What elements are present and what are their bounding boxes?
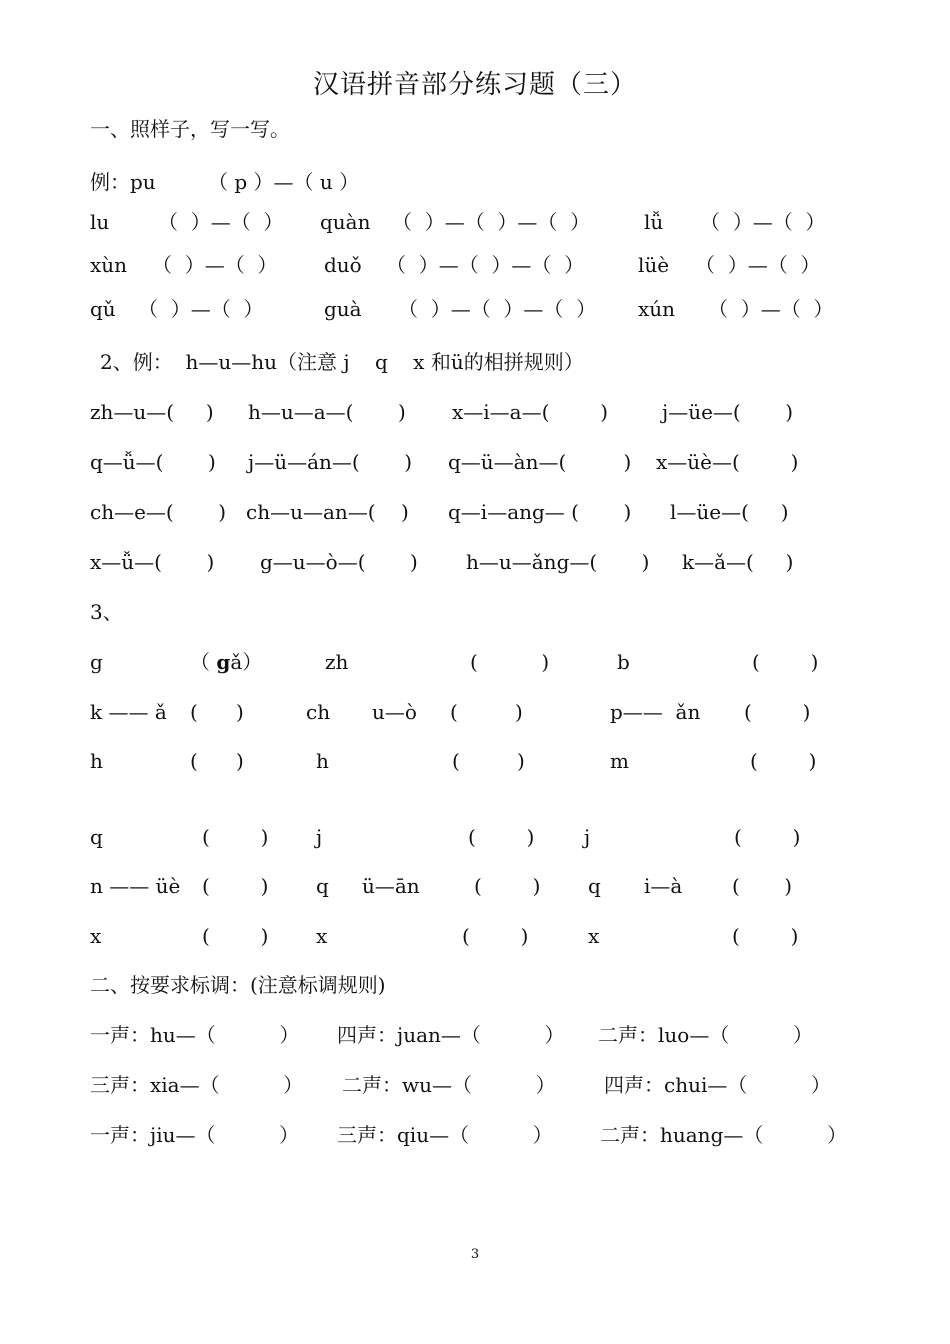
exercise-word: xùn [90,253,128,277]
spell-item[interactable]: j—ü—án—( ) [248,450,412,474]
combine-cell: zh [325,650,349,674]
combine-cell: u—ò [372,700,417,724]
combine-answer[interactable]: ( ) [202,924,269,948]
combine-answer[interactable]: ( ) [744,700,811,724]
exercise-blank[interactable]: （ ）—（ ）—（ ） [398,297,597,321]
spell-item[interactable]: h—u—ǎng—( ) [466,550,650,574]
exercise-word: qǔ [90,297,116,321]
combine-cell: h [316,749,329,773]
spell-item[interactable]: x—i—a—( ) [452,400,609,424]
spell-item[interactable]: ch—u—an—( ) [246,500,409,524]
combine-row-5 [0,871,950,901]
tone-row-2 [0,1070,950,1100]
exercise-word: lu [90,210,110,234]
combine-cell: i—à [644,874,683,898]
example-rest: ǎ） [230,650,263,674]
section1-heading: 一、照样子，写一写。 [90,117,290,141]
combine-row-6 [0,921,950,951]
exercise-word: xún [638,297,676,321]
exercise-blank[interactable]: （ ）—（ ） [695,253,821,277]
combine-cell: k —— ǎ [90,700,167,724]
combine-row-1 [0,647,950,677]
exercise-word: quàn [320,210,371,234]
spell-item[interactable]: ch—e—( ) [90,500,227,524]
spell-item[interactable]: l—üe—( ) [670,500,789,524]
combine-cell: q [588,874,601,898]
combine-cell: n —— üè [90,874,181,898]
combine-cell: q [90,825,103,849]
combine-cell: m [610,749,629,773]
section4-heading: 二、按要求标调：(注意标调规则) [90,973,386,997]
combine-answer[interactable]: ( ) [732,874,793,898]
combine-cell: x [588,924,600,948]
exercise-row-2 [0,250,950,280]
page-title: 汉语拼音部分练习题（三） [312,70,637,100]
combine-answer[interactable]: ( ) [190,700,244,724]
example-label: 例：pu [90,170,156,194]
combine-answer[interactable]: ( ) [750,749,817,773]
example-row [0,167,950,197]
spell-row-1 [0,397,950,427]
tone-item[interactable]: 二声：huang—（ ） [600,1123,847,1147]
example-open-paren: （ [190,650,217,674]
exercise-blank[interactable]: （ ）—（ ） [138,297,264,321]
tone-item[interactable]: 二声：luo—（ ） [598,1023,813,1047]
exercise-blank[interactable]: （ ）—（ ）—（ ） [386,253,585,277]
spell-row-2 [0,447,950,477]
spell-item[interactable]: g—u—ò—( ) [260,550,418,574]
tone-item[interactable]: 二声：wu—（ ） [342,1073,556,1097]
combine-cell: ü—ān [362,874,420,898]
tone-item[interactable]: 一声：hu—（ ） [90,1023,300,1047]
spell-item[interactable]: q—i—ang— ( ) [448,500,632,524]
tone-row-1 [0,1020,950,1050]
combine-cell: ch [306,700,331,724]
tone-item[interactable]: 一声：jiu—（ ） [90,1123,300,1147]
exercise-word: lǚ [644,210,664,234]
example-bold-initial: g [216,650,231,674]
combine-answer[interactable]: ( ) [468,825,535,849]
exercise-word: duǒ [324,253,362,277]
combine-answer[interactable]: ( ) [462,924,529,948]
tone-item[interactable]: 四声：chui—（ ） [604,1073,831,1097]
exercise-word: lüè [638,253,670,277]
exercise-blank[interactable]: （ ）—（ ） [158,210,284,234]
example-answer: （ p ）—（ u ） [208,170,360,194]
combine-cell: x [316,924,328,948]
page-number: 3 [470,1247,480,1262]
spell-item[interactable]: x—ǚ—( ) [90,550,215,574]
combine-answer[interactable]: ( ) [752,650,819,674]
combine-cell: x [90,924,102,948]
exercise-row-3 [0,294,950,324]
combine-answer[interactable]: ( ) [202,825,269,849]
spell-row-4 [0,547,950,577]
tone-row-3 [0,1120,950,1150]
exercise-blank[interactable]: （ ）—（ ） [708,297,834,321]
combine-answer[interactable]: ( ) [474,874,541,898]
spell-item[interactable]: k—ǎ—( ) [682,550,794,574]
combine-cell: g [90,650,103,674]
combine-answer[interactable]: ( ) [470,650,550,674]
section2-heading: 2、例： h—u—hu（注意 j q x 和ü的相拼规则） [100,350,584,374]
combine-answer[interactable]: ( ) [452,749,525,773]
combine-cell: j [584,825,591,849]
tone-item[interactable]: 三声：xia—（ ） [90,1073,304,1097]
exercise-blank[interactable]: （ ）—（ ） [152,253,278,277]
combine-row-4 [0,822,950,852]
exercise-blank[interactable]: （ ）—（ ） [700,210,826,234]
exercise-row-1 [0,207,950,237]
exercise-word: guà [324,297,362,321]
combine-cell: h [90,749,103,773]
combine-answer[interactable]: ( ) [732,924,799,948]
combine-cell: q [316,874,329,898]
spell-item[interactable]: q—ǚ—( ) [90,450,216,474]
combine-cell: b [617,650,630,674]
combine-row-2 [0,697,950,727]
combine-cell: p—— ǎn [610,700,701,724]
spell-item[interactable]: x—üè—( ) [656,450,799,474]
section3-heading: 3、 [90,600,123,624]
spell-item[interactable]: zh—u—( ) [90,400,214,424]
tone-item[interactable]: 三声：qiu—（ ） [337,1123,553,1147]
combine-answer[interactable]: ( ) [202,874,269,898]
spell-item[interactable]: h—u—a—( ) [248,400,406,424]
tone-item[interactable]: 四声：juan—（ ） [337,1023,565,1047]
spell-item[interactable]: q—ü—àn—( ) [448,450,632,474]
exercise-blank[interactable]: （ ）—（ ）—（ ） [392,210,591,234]
combine-answer[interactable]: ( ) [734,825,801,849]
combine-answer[interactable]: ( ) [450,700,523,724]
spell-row-3 [0,497,950,527]
spell-item[interactable]: j—üe—( ) [662,400,794,424]
combine-answer[interactable]: ( ) [190,749,244,773]
combine-cell: j [316,825,323,849]
combine-row-3 [0,746,950,776]
combine-example [190,647,262,677]
